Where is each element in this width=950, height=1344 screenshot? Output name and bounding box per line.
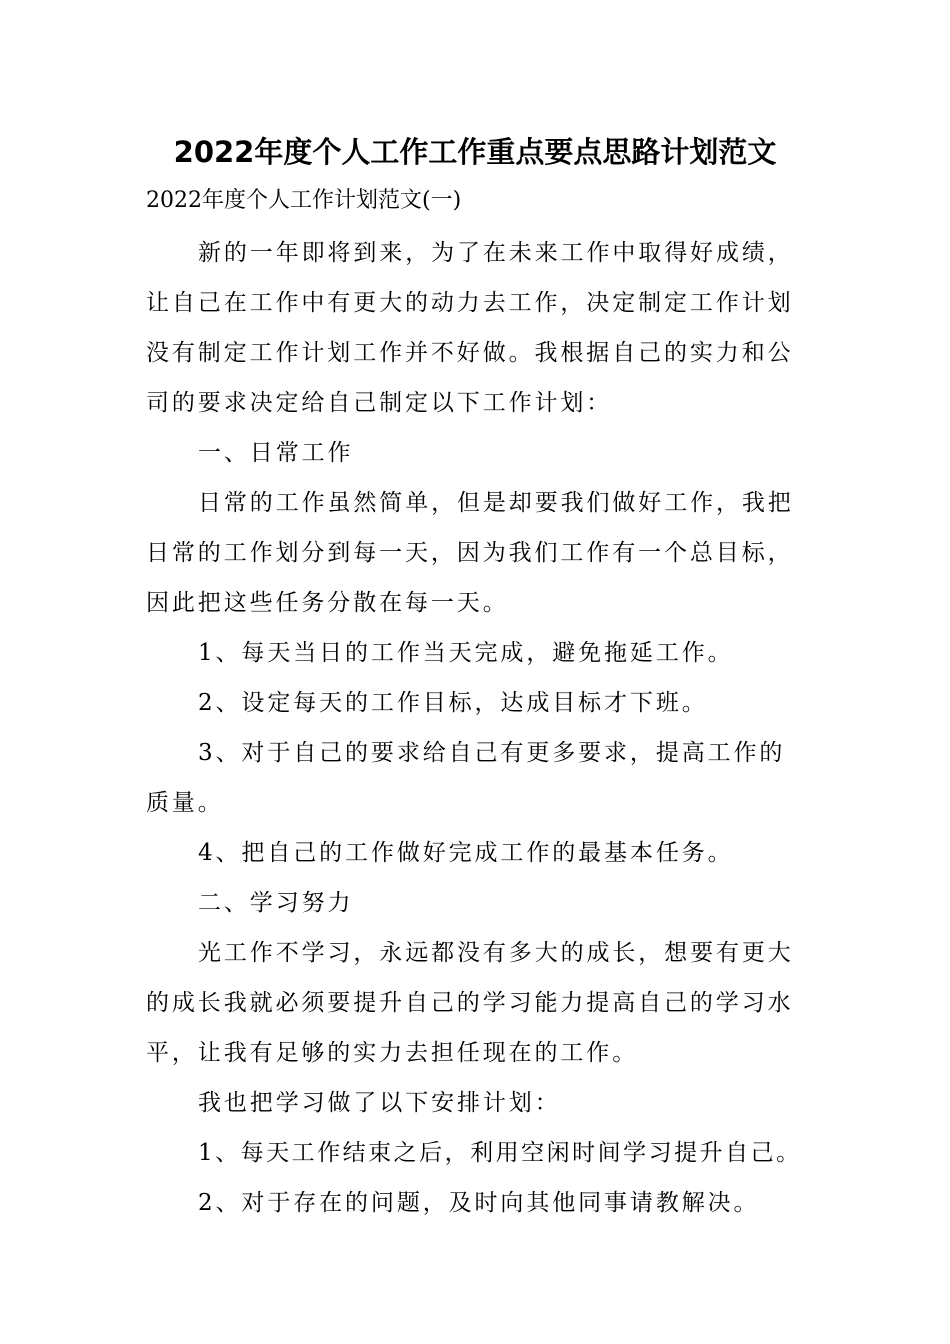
document-subtitle: 2022年度个人工作计划范文(一) (146, 188, 462, 213)
list-item-daily-2: 2、设定每天的工作目标，达成目标才下班。 (198, 690, 708, 716)
list-item-daily-1: 1、每天当日的工作当天完成，避免拖延工作。 (198, 640, 734, 666)
list-item-study-1: 1、每天工作结束之后，利用空闲时间学习提升自己。 (198, 1140, 802, 1166)
paragraph-daily-work: 日常的工作虽然简单，但是却要我们做好工作，我把日常的工作划分到每一天，因为我们工作有一个总目标，因此把这些任务分散在每一天。 (146, 490, 794, 616)
list-item-study-2: 2、对于存在的问题，及时向其他同事请教解决。 (198, 1190, 760, 1216)
section-heading-study: 二、学习努力 (198, 890, 354, 916)
paragraph-study-plan: 我也把学习做了以下安排计划： (198, 1090, 561, 1116)
document-title: 2022年度个人工作工作重点要点思路计划范文 (173, 135, 777, 169)
paragraph-intro: 新的一年即将到来，为了在未来工作中取得好成绩，让自己在工作中有更大的动力去工作，决定制定工作计划没有制定工作计划工作并不好做。我根据自己的实力和公司的要求决定给自己制定以下工作计划： (146, 240, 794, 416)
list-item-daily-4: 4、把自己的工作做好完成工作的最基本任务。 (198, 840, 734, 866)
paragraph-study: 光工作不学习，永远都没有多大的成长，想要有更大的成长我就必须要提升自己的学习能力提高自己的学习水平，让我有足够的实力去担任现在的工作。 (146, 940, 794, 1066)
document-body (146, 228, 810, 1228)
section-heading-daily-work: 一、日常工作 (198, 440, 354, 466)
list-item-daily-3: 3、对于自己的要求给自己有更多要求，提高工作的质量。 (146, 740, 786, 816)
